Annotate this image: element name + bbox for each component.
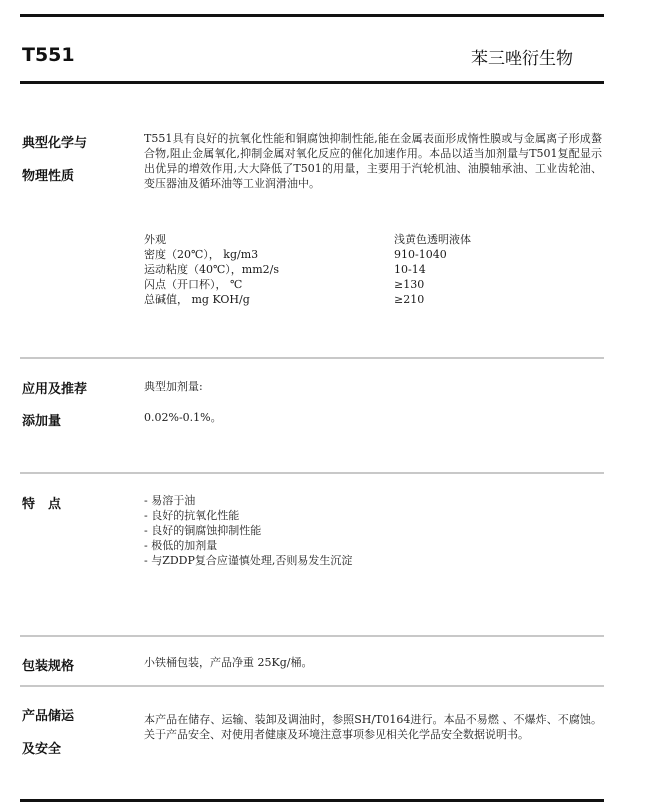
features-label: 特 点 bbox=[22, 497, 62, 512]
property-value: 浅黄色透明液体 bbox=[394, 233, 471, 246]
property-value: ≥130 bbox=[394, 278, 425, 291]
storage-text: 本产品在储存、运输、装卸及调油时，参照SH/T0164进行。本品不易燃 、不爆炸、不腐蚀。关于产品安全、对使用者健康及环境注意事项参见相关化学品安全数据说明书。 bbox=[144, 713, 602, 741]
list-item: - 易溶于油 bbox=[144, 494, 196, 507]
bottom-rule bbox=[20, 799, 604, 802]
property-name: 运动粘度（40℃），mm2/s bbox=[144, 263, 280, 276]
section-divider bbox=[20, 472, 604, 474]
product-code: T551 bbox=[22, 44, 75, 66]
packaging-label: 包装规格 bbox=[22, 659, 75, 674]
property-name: 外观 bbox=[144, 233, 166, 246]
property-name: 闪点（开口杯）， ℃ bbox=[144, 278, 243, 291]
chem-props-label-line2: 物理性质 bbox=[22, 169, 75, 184]
list-item: - 良好的抗氧化性能 bbox=[144, 509, 240, 522]
packaging-text: 小铁桶包装，产品净重 25Kg/桶。 bbox=[144, 656, 313, 669]
chem-props-body bbox=[144, 131, 602, 191]
application-label-line2: 添加量 bbox=[22, 414, 62, 429]
section-divider bbox=[20, 635, 604, 637]
table-row bbox=[144, 232, 471, 247]
property-value: ≥210 bbox=[394, 293, 425, 306]
table-row bbox=[144, 247, 471, 262]
chem-props-description: T551具有良好的抗氧化性能和铜腐蚀抑制性能,能在金属表面形成惰性膜或与金属离子形成螯合物,阻止金属氧化,抑制金属对氧化反应的催化加速作用。本品以适当加剂量与T501复配显示出优异的增效作用,大大降低了T501的用量，主要用于汽轮机油、油膜轴承油、工业齿轮油、变压器油及循环油等工业润滑油中。 bbox=[144, 132, 602, 190]
product-name: 苯三唑衍生物 bbox=[471, 49, 573, 69]
features-list bbox=[144, 493, 352, 568]
list-item: - 极低的加剂量 bbox=[144, 539, 218, 552]
application-intro: 典型加剂量: bbox=[144, 380, 203, 393]
header-rule bbox=[20, 81, 604, 84]
storage-label-line1: 产品储运 bbox=[22, 709, 75, 724]
application-label-line1: 应用及推荐 bbox=[22, 382, 88, 397]
property-value: 910-1040 bbox=[394, 248, 447, 261]
table-row bbox=[144, 277, 471, 292]
list-item: - 与ZDDP复合应谨慎处理,否则易发生沉淀 bbox=[144, 554, 353, 567]
application-dosage: 0.02%-0.1%。 bbox=[144, 411, 222, 424]
storage-body bbox=[144, 712, 602, 742]
property-name: 密度（20℃）， kg/m3 bbox=[144, 248, 259, 261]
table-row bbox=[144, 292, 471, 307]
section-divider bbox=[20, 357, 604, 359]
section-divider bbox=[20, 685, 604, 687]
property-value: 10-14 bbox=[394, 263, 426, 276]
property-name: 总碱值， mg KOH/g bbox=[144, 293, 250, 306]
top-rule bbox=[20, 14, 604, 17]
properties-table bbox=[144, 232, 471, 307]
list-item: - 良好的铜腐蚀抑制性能 bbox=[144, 524, 262, 537]
storage-label-line2: 及安全 bbox=[22, 742, 62, 757]
features-body bbox=[144, 493, 352, 568]
chem-props-label-line1: 典型化学与 bbox=[22, 136, 88, 151]
table-row bbox=[144, 262, 471, 277]
